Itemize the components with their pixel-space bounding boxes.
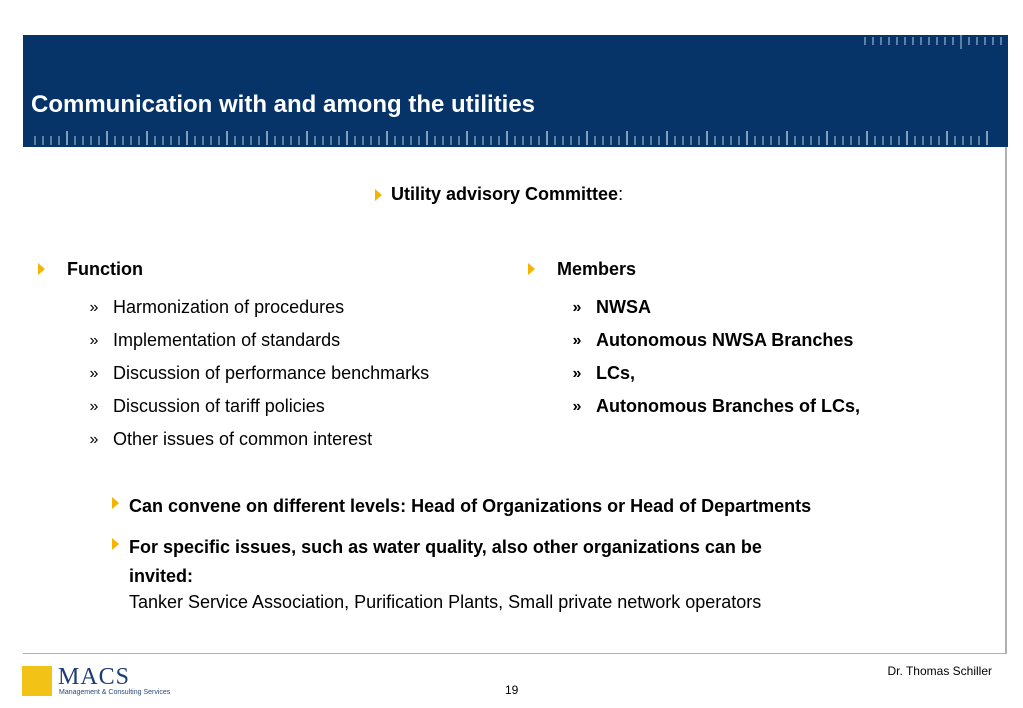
list-item [558, 390, 860, 423]
sub-bullet-icon: » [572, 331, 582, 349]
function-item: Other issues of common interest [113, 429, 373, 449]
bullet-triangle-icon [528, 263, 535, 275]
frame-right-border [1005, 147, 1007, 653]
author-name: Dr. Thomas Schiller [887, 664, 992, 678]
list-item [75, 324, 429, 357]
sub-bullet-icon: » [89, 331, 99, 349]
member-item: Autonomous NWSA Branches [596, 330, 854, 350]
sub-bullet-icon: » [572, 298, 582, 316]
title-bar [23, 35, 1008, 147]
bullet-triangle-icon [112, 538, 119, 550]
committee-heading-text: Utility advisory Committee [391, 184, 619, 204]
invited-organizations-text: Tanker Service Association, Purification Plants, Small private network operators [129, 592, 762, 612]
list-item [558, 291, 860, 324]
function-item: Discussion of performance benchmarks [113, 363, 430, 383]
list-item [75, 390, 429, 423]
member-item: LCs, [596, 363, 636, 383]
macs-logo [22, 666, 182, 700]
logo-square-icon [22, 666, 52, 696]
list-item [558, 324, 860, 357]
list-item [75, 423, 429, 456]
member-item: Autonomous Branches of LCs, [596, 396, 861, 416]
page-number: 19 [505, 683, 519, 697]
function-item: Harmonization of procedures [113, 297, 345, 317]
committee-heading [375, 184, 623, 205]
bullet-triangle-icon [38, 263, 45, 275]
bullet-triangle-icon [112, 497, 119, 509]
members-heading: Members [557, 258, 637, 279]
slide-title: Communication with and among the utilities [31, 91, 536, 118]
bullet-triangle-icon [375, 189, 382, 201]
member-item: NWSA [596, 297, 651, 317]
frame-bottom-border [23, 653, 1007, 654]
function-list [75, 291, 429, 456]
committee-heading-colon: : [618, 184, 624, 204]
function-item: Discussion of tariff policies [113, 396, 325, 416]
function-heading: Function [67, 258, 143, 279]
members-column [528, 258, 860, 423]
sub-bullet-icon: » [572, 397, 582, 415]
specific-issues-line1: For specific issues, such as water quality, also other organizations can be [129, 537, 762, 557]
function-item: Implementation of standards [113, 330, 341, 350]
function-column [38, 258, 429, 456]
sub-bullet-icon: » [89, 430, 99, 448]
sub-bullet-icon: » [89, 298, 99, 316]
logo-text: MACS [58, 664, 131, 690]
list-item [75, 357, 429, 390]
logo-subtitle: Management & Consulting Services [59, 689, 171, 696]
sub-bullet-icon: » [572, 364, 582, 382]
list-item [558, 357, 860, 390]
list-item [75, 291, 429, 324]
sub-bullet-icon: » [89, 364, 99, 382]
members-list [558, 291, 860, 423]
specific-issues-line2: invited: [129, 566, 194, 586]
sub-bullet-icon: » [89, 397, 99, 415]
convene-text: Can convene on different levels: Head of Organizations or Head of Departments [129, 496, 812, 516]
